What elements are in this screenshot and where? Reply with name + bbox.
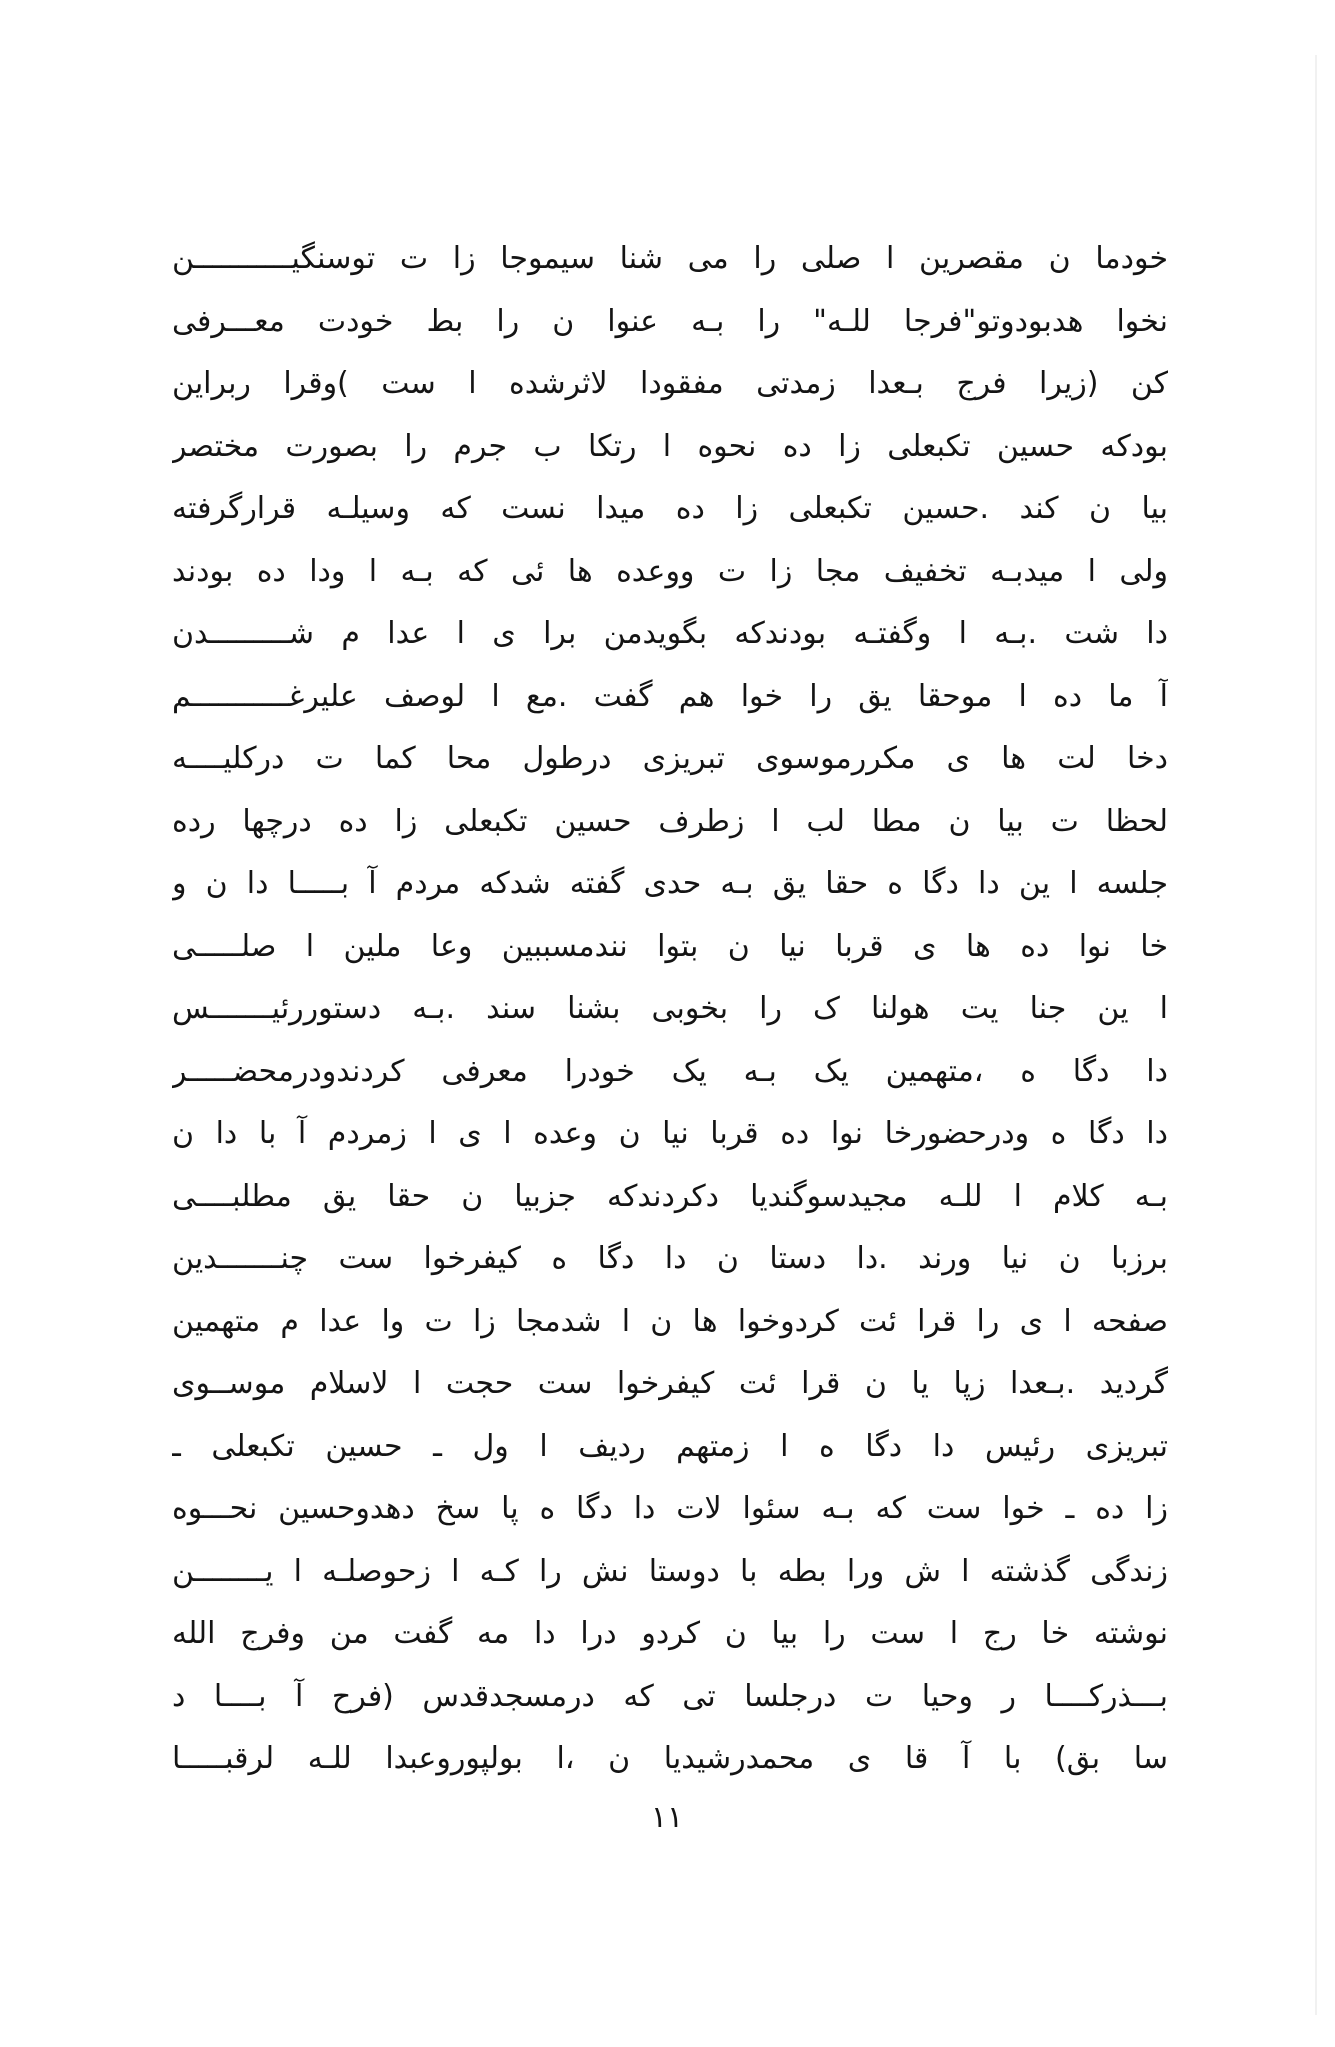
text-line-6: ولی ا میدبـه تخفیف مجا زا ت ووعده ها ئی که بـه ا ودا ده بودند: [172, 553, 1168, 589]
text-line-18: صفحه ا ی را قرا ئت کردوخوا ها ن ا شدمجا زا ت وا عدا م متهمین: [172, 1303, 1168, 1339]
text-line-16: بـه کلام ا للـه مجیدسوگندیا دکردندکه جزبیا ن حقا یق مطلبــــی: [172, 1178, 1168, 1214]
text-line-2: نخوا هدبودوتو"فرجا للـه" را بـه عنوا ن را بط خودت معـــرفی: [172, 303, 1168, 339]
scan-edge: [1315, 55, 1317, 2015]
text-line-17: برزبا ن نیا ورند .دا دستا ن دا دگا ه کیفرخوا ست چنـــــــدین: [172, 1241, 1168, 1276]
text-line-7: دا شت .بـه ا وگفتـه بودندکه بگویدمن برا ی ا عدا م شـــــــــدن: [172, 616, 1168, 651]
text-line-5: بیا ن کند .حسین تکبعلی زا ده میدا نست که وسیلـه قرارگرفته: [172, 491, 1168, 526]
body-text: [172, 228, 1168, 1791]
text-line-1: خودما ن مقصرین ا صلی را می شنا سیموجا زا ت توسنگیـــــــــــن: [172, 241, 1168, 276]
text-line-8: آ ما ده ا موحقا یق را خوا هم گفت .مع ا لوصف علیرغـــــــــــم: [172, 678, 1168, 714]
text-line-25: سا بق) با آ قا ی محمدرشیدیا ن ،ا بولپوروعبدا للـه لرقبـــــا: [172, 1741, 1168, 1776]
text-line-9: دخا لت ها ی مکررموسوی تبریزی درطول محا کما ت درکلیــــه: [172, 741, 1168, 776]
page-number: ١١: [650, 1800, 684, 1835]
text-line-24: بـــذرکــــا ر وحیا ت درجلسا تی که درمسجدقدس (فرح آ بــــا د: [172, 1678, 1168, 1714]
text-line-3: کن (زیرا فرج بـعدا زمدتی مفقودا لاثرشده ا ست )وقرا ربراین: [172, 366, 1168, 401]
text-line-20: تبریزی رئیس دا دگا ه ا زمتهم ردیف ا ول ـ حسین تکبعلی ـ: [172, 1428, 1168, 1464]
text-line-22: زندگی گذشته ا ش ورا بطه با دوستا نش را کـه ا زحوصلـه ا یــــــــن: [172, 1553, 1168, 1589]
text-line-19: گردید .بـعدا زپا یا ن قرا ئت کیفرخوا ست حجت ا لاسلام موســوی: [172, 1366, 1168, 1401]
text-line-15: دا دگا ه ودرحضورخا نوا ده قربا نیا ن وعده ا ی ا زمردم آ با دا ن: [172, 1116, 1168, 1151]
text-line-21: زا ده ـ خوا ست که بـه سئوا لات دا دگا ه پا سخ دهدوحسین نحـــوه: [172, 1491, 1168, 1526]
text-line-10: لحظا ت بیا ن مطا لب ا زطرف حسین تکبعلی زا ده درچها رده: [172, 803, 1168, 839]
text-line-4: بودکه حسین تکبعلی زا ده نحوه ا رتکا ب جرم را بصورت مختصر: [172, 428, 1168, 464]
text-line-11: جلسه ا ین دا دگا ه حقا یق بـه حدی گفته شدکه مردم آ بـــــا دا ن و: [172, 866, 1168, 901]
text-line-14: دا دگا ه ،متهمین یک بـه یک خودرا معرفی کردندودرمحضـــــر: [172, 1053, 1168, 1089]
text-line-23: نوشته خا رج ا ست را بیا ن کردو درا دا مه گفت من وفرج الله: [172, 1616, 1168, 1651]
text-line-12: خا نوا ده ها ی قربا نیا ن بتوا نندمسببین وعا ملین ا صلـــــی: [172, 928, 1168, 964]
text-line-13: ا ین جنا یت هولنا ک را بخوبی بشنا سند .بـه دستوررئیـــــــس: [172, 991, 1168, 1026]
